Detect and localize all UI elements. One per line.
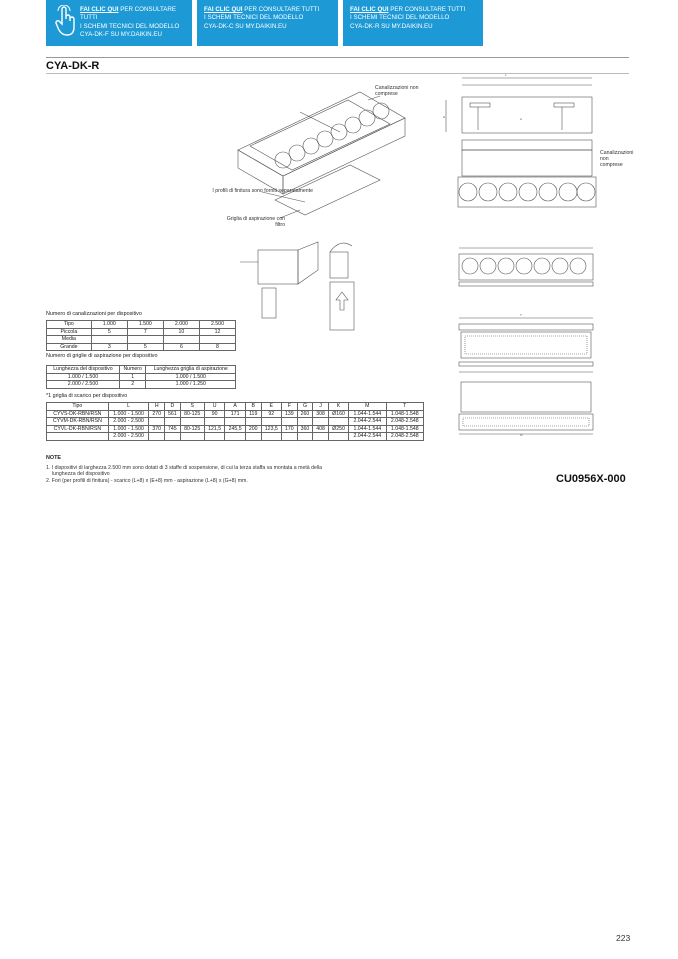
table-header-cell: Lunghezza del dispositivo (47, 366, 120, 374)
table-header-row (47, 403, 424, 411)
table-cell: 2.048-2.548 (386, 418, 423, 426)
table-cell (204, 433, 225, 441)
table-cell (328, 418, 348, 426)
table-cell (91, 336, 127, 344)
table-cell: 2.048-2.548 (386, 433, 423, 441)
table-cell: Ø160 (328, 410, 348, 418)
top-view-drawing (446, 78, 596, 207)
table-cell: 3 (91, 343, 127, 351)
table-cell: 200 (245, 425, 261, 433)
table-cell (47, 433, 109, 441)
table-header-cell: K (328, 403, 348, 411)
table-cell: 10 (163, 328, 199, 336)
label-ducts-not-included-side: Canalizzazioni non comprese (600, 150, 634, 168)
table-row (47, 418, 424, 426)
table-cell: CYVM-DK-RBN/RSN (47, 418, 109, 426)
table-cell: Media (47, 336, 92, 344)
table-cell: 745 (165, 425, 181, 433)
table-cell: 1.048-1.548 (386, 410, 423, 418)
banner-link[interactable]: FAI CLIC QUI (350, 6, 389, 13)
table-row (47, 373, 236, 381)
page-number: 223 (616, 933, 631, 943)
table-cell (149, 418, 165, 426)
page-title: CYA-DK-R (46, 60, 100, 72)
table-header-cell: T (386, 403, 423, 411)
svg-text:A: A (520, 117, 523, 121)
front-view-drawing (459, 248, 593, 286)
table-cell (313, 418, 329, 426)
table-cell: 80-125 (180, 425, 204, 433)
notes-heading: NOTE (46, 455, 61, 461)
table-header-cell: A (225, 403, 246, 411)
table-header-cell: S (180, 403, 204, 411)
table-header-cell: J (313, 403, 329, 411)
table-cell: CYVS-DK-RBN/RSN (47, 410, 109, 418)
table-header-cell: G (297, 403, 313, 411)
table-cell (225, 433, 246, 441)
note-2: 2. Fori (per profili di finitura) - scarico (L+8) x (E+8) mm - aspirazione (L+8) x (G+8) mm. (46, 478, 248, 484)
table-header-row (47, 366, 236, 374)
table-cell: 2.000 - 2.500 (108, 433, 149, 441)
table-cell (204, 418, 225, 426)
table-cell (127, 336, 163, 344)
table-cell (282, 433, 298, 441)
table1-caption: Numero di canalizzazioni per dispositivo (46, 311, 142, 317)
banner-link[interactable]: FAI CLIC QUI (80, 6, 119, 13)
table-cell: 12 (199, 328, 235, 336)
table-cell: 1.000 / 1.500 (146, 373, 236, 381)
label-ducts-not-included: Canalizzazioni non comprese (375, 85, 419, 97)
table-cell (261, 433, 282, 441)
ducts-table (46, 320, 236, 351)
table-header-cell: 1.000 (91, 321, 127, 329)
table-header-cell: Tipo (47, 321, 92, 329)
table-header-cell: L (108, 403, 149, 411)
table-header-cell: E (261, 403, 282, 411)
table-cell (149, 433, 165, 441)
table-cell: 123,5 (261, 425, 282, 433)
table-cell: CYVL-DK-RBN/RSN (47, 425, 109, 433)
table-cell: 2.000 - 2.500 (108, 418, 149, 426)
table2-caption: Numero di griglie di aspirazione per dispositivo (46, 353, 158, 359)
table-cell (163, 336, 199, 344)
table-cell: 245,5 (225, 425, 246, 433)
table-header-cell: U (204, 403, 225, 411)
svg-text:T: T (520, 313, 522, 317)
table-cell (180, 418, 204, 426)
table-cell: 270 (149, 410, 165, 418)
table-header-cell: Lunghezza griglia di aspirazione (146, 366, 236, 374)
table-cell: Piccola (47, 328, 92, 336)
table-header-cell: 1.500 (127, 321, 163, 329)
table-cell: 5 (127, 343, 163, 351)
table-cell (297, 433, 313, 441)
drawing-code: CU0956X-000 (556, 473, 626, 485)
table-cell: 8 (199, 343, 235, 351)
table-cell: 1 (119, 373, 146, 381)
banner-cya-dk-c[interactable]: FAI CLIC QUI PER CONSULTARE TUTTI I SCHEMI TECNICI DEL MODELLO CYA-DK-C SU MY.DAIKIN.EU (197, 0, 338, 46)
table-cell: 408 (313, 425, 329, 433)
table-cell: 139 (282, 410, 298, 418)
table-cell: 2.044-2.544 (349, 433, 386, 441)
table-cell: 171 (225, 410, 246, 418)
banner-cya-dk-r[interactable]: FAI CLIC QUI PER CONSULTARE TUTTI I SCHEMI TECNICI DEL MODELLO CYA-DK-R SU MY.DAIKIN.EU (343, 0, 483, 46)
isometric-unit-drawing (238, 92, 405, 218)
table-header-row (47, 321, 236, 329)
table-cell: 1.044-1.544 (349, 425, 386, 433)
grilles-table (46, 365, 236, 389)
table-cell (165, 418, 181, 426)
table-header-cell: Tipo (47, 403, 109, 411)
table-cell (313, 433, 329, 441)
table-cell: 80-125 (180, 410, 204, 418)
table-header-cell: B (245, 403, 261, 411)
table-header-cell: 2.000 (163, 321, 199, 329)
table-cell: Ø250 (328, 425, 348, 433)
table-row (47, 425, 424, 433)
table-cell: Grande (47, 343, 92, 351)
table-header-cell: F (282, 403, 298, 411)
table-cell: 5 (91, 328, 127, 336)
banner-link[interactable]: FAI CLIC QUI (204, 6, 243, 13)
table-cell (165, 433, 181, 441)
table-cell (245, 433, 261, 441)
table-cell: 121,5 (204, 425, 225, 433)
grille-views-drawing (459, 318, 593, 434)
table-row (47, 433, 424, 441)
note-1: 1. I dispositivi di larghezza 2.500 mm sono dotati di 3 staffe di sospensione, di cui la terza staffa va montata a metà della lunghezza del dispositivo (46, 465, 323, 478)
table-cell: 360 (297, 425, 313, 433)
table-cell: 170 (282, 425, 298, 433)
table-cell: 1.000 - 1.500 (108, 425, 149, 433)
table-cell (282, 418, 298, 426)
table-row (47, 410, 424, 418)
table-header-cell: H (149, 403, 165, 411)
table-row (47, 343, 236, 351)
table-cell: 561 (165, 410, 181, 418)
table-cell (180, 433, 204, 441)
table-cell (261, 418, 282, 426)
table-cell: 6 (163, 343, 199, 351)
svg-text:L: L (505, 73, 507, 77)
table-cell: 1.000 - 1.500 (108, 410, 149, 418)
dimensions-table (46, 402, 424, 441)
table-cell: 2.000 / 2.500 (47, 381, 120, 389)
table-cell: 2 (119, 381, 146, 389)
table-cell (328, 433, 348, 441)
table-cell: 1.044-1.544 (349, 410, 386, 418)
table-cell: 308 (313, 410, 329, 418)
svg-text:M: M (520, 433, 523, 437)
label-intake-grille: Griglia di aspirazione con filtro (226, 216, 285, 228)
table-row (47, 336, 236, 344)
table-header-cell: M (349, 403, 386, 411)
table-cell (245, 418, 261, 426)
table-row (47, 381, 236, 389)
table-header-cell: D (165, 403, 181, 411)
table-cell (199, 336, 235, 344)
table-cell: 92 (261, 410, 282, 418)
table-cell: 1.000 / 1.500 (47, 373, 120, 381)
table-row (47, 328, 236, 336)
table-cell: 260 (297, 410, 313, 418)
dimension-marks (443, 73, 523, 437)
table3-caption: *1 griglia di scarico per dispositivo (46, 393, 128, 399)
table-cell: 1.000 / 1.250 (146, 381, 236, 389)
table-cell: 90 (204, 410, 225, 418)
table-header-cell: 2.500 (199, 321, 235, 329)
table-cell: 1.048-1.548 (386, 425, 423, 433)
table-cell: 7 (127, 328, 163, 336)
label-finish-profiles: I profili di finitura sono forniti separatamente (212, 188, 313, 194)
table-cell (297, 418, 313, 426)
banner-cya-dk-f[interactable]: FAI CLIC QUI PER CONSULTARE TUTTI I SCHEMI TECNICI DEL MODELLO CYA-DK-F SU MY.DAIKIN.EU (46, 0, 192, 46)
table-cell (225, 418, 246, 426)
table-cell: 2.044-2.544 (349, 418, 386, 426)
svg-text:H: H (443, 115, 446, 119)
side-section-drawing (240, 242, 354, 330)
table-cell: 370 (149, 425, 165, 433)
table-header-cell: Numero (119, 366, 146, 374)
table-cell: 119 (245, 410, 261, 418)
